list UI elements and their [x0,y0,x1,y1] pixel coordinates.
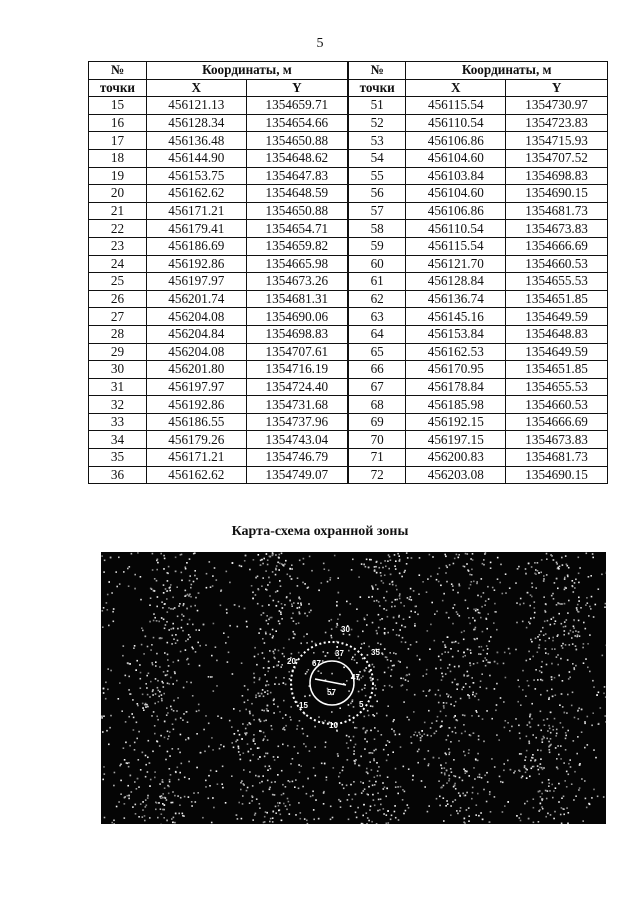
left-coord-y: 1354659.71 [246,97,348,115]
right-coord-x: 456128.84 [406,273,506,291]
right-coord-y: 1354649.59 [506,343,608,361]
inner-point-label: 37 [335,649,344,658]
right-coord-y: 1354673.83 [506,220,608,238]
left-coord-x: 456162.62 [146,466,246,484]
right-coord-x: 456104.60 [406,185,506,203]
header-coords-left: Координаты, м [146,62,348,80]
left-coord-x: 456204.84 [146,325,246,343]
left-coord-y: 1354654.71 [246,220,348,238]
header-y-left: Y [246,79,348,97]
map-svg [101,552,606,824]
right-coord-y: 1354681.73 [506,202,608,220]
right-point-number: 57 [348,202,406,220]
right-point-number: 62 [348,290,406,308]
right-coord-x: 456110.54 [406,220,506,238]
table-row [89,449,608,467]
right-point-number: 68 [348,396,406,414]
right-coord-x: 456197.15 [406,431,506,449]
right-point-number: 72 [348,466,406,484]
right-point-number: 71 [348,449,406,467]
table-header-row-2 [89,79,608,97]
left-point-number: 32 [89,396,147,414]
table-row [89,396,608,414]
right-coord-x: 456104.60 [406,149,506,167]
right-coord-x: 456115.54 [406,237,506,255]
right-coord-y: 1354651.85 [506,361,608,379]
inner-point-label: 57 [327,688,336,697]
outer-point-label: 20 [287,657,296,666]
right-coord-y: 1354660.53 [506,396,608,414]
right-point-number: 65 [348,343,406,361]
left-point-number: 17 [89,132,147,150]
left-coord-x: 456201.80 [146,361,246,379]
right-coord-y: 1354648.83 [506,325,608,343]
left-point-number: 28 [89,325,147,343]
right-point-number: 55 [348,167,406,185]
right-coord-x: 456162.53 [406,343,506,361]
left-coord-x: 456171.21 [146,449,246,467]
left-coord-y: 1354650.88 [246,202,348,220]
right-point-number: 51 [348,97,406,115]
right-coord-y: 1354681.73 [506,449,608,467]
right-coord-x: 456203.08 [406,466,506,484]
table-row [89,413,608,431]
right-point-number: 67 [348,378,406,396]
right-point-number: 61 [348,273,406,291]
right-coord-x: 456145.16 [406,308,506,326]
outer-point-label: 10 [329,721,338,730]
right-coord-y: 1354698.83 [506,167,608,185]
coordinates-table [88,61,608,484]
left-coord-x: 456153.75 [146,167,246,185]
right-point-number: 52 [348,114,406,132]
right-point-number: 63 [348,308,406,326]
table-row [89,114,608,132]
table-row [89,466,608,484]
left-coord-y: 1354749.07 [246,466,348,484]
right-point-number: 58 [348,220,406,238]
left-point-number: 15 [89,97,147,115]
inner-point-label: 67 [312,659,321,668]
header-num-top-right: № [348,62,406,80]
table-row [89,325,608,343]
page-number: 5 [316,36,324,51]
table-row [89,343,608,361]
left-point-number: 19 [89,167,147,185]
left-point-number: 29 [89,343,147,361]
left-coord-y: 1354737.96 [246,413,348,431]
left-coord-x: 456197.97 [146,273,246,291]
right-coord-x: 456136.74 [406,290,506,308]
left-point-number: 20 [89,185,147,203]
left-point-number: 27 [89,308,147,326]
right-coord-x: 456121.70 [406,255,506,273]
left-coord-y: 1354743.04 [246,431,348,449]
left-coord-x: 456128.34 [146,114,246,132]
header-num-bottom-right: точки [348,79,406,97]
right-point-number: 64 [348,325,406,343]
left-point-number: 35 [89,449,147,467]
left-coord-y: 1354716.19 [246,361,348,379]
left-point-number: 25 [89,273,147,291]
outer-point-label: 5 [359,700,364,709]
outer-point-label: 35 [371,648,380,657]
left-coord-x: 456204.08 [146,308,246,326]
left-coord-x: 456201.74 [146,290,246,308]
right-coord-y: 1354660.53 [506,255,608,273]
left-coord-y: 1354724.40 [246,378,348,396]
left-coord-x: 456171.21 [146,202,246,220]
right-point-number: 59 [348,237,406,255]
left-point-number: 22 [89,220,147,238]
right-coord-x: 456200.83 [406,449,506,467]
map-title: Карта-схема охранной зоны [231,524,409,539]
right-coord-y: 1354666.69 [506,237,608,255]
right-coord-x: 456185.98 [406,396,506,414]
right-coord-y: 1354666.69 [506,413,608,431]
table-row [89,132,608,150]
right-point-number: 53 [348,132,406,150]
right-point-number: 66 [348,361,406,379]
left-point-number: 34 [89,431,147,449]
table-row [89,255,608,273]
left-coord-x: 456121.13 [146,97,246,115]
left-coord-x: 456192.86 [146,255,246,273]
right-coord-y: 1354651.85 [506,290,608,308]
left-coord-x: 456204.08 [146,343,246,361]
right-coord-y: 1354690.15 [506,466,608,484]
left-coord-y: 1354647.83 [246,167,348,185]
left-coord-x: 456162.62 [146,185,246,203]
left-coord-x: 456179.41 [146,220,246,238]
left-coord-x: 456192.86 [146,396,246,414]
right-coord-x: 456153.84 [406,325,506,343]
right-coord-x: 456178.84 [406,378,506,396]
table-row [89,167,608,185]
right-point-number: 54 [348,149,406,167]
right-point-number: 56 [348,185,406,203]
left-point-number: 21 [89,202,147,220]
left-point-number: 33 [89,413,147,431]
table-row [89,220,608,238]
left-point-number: 36 [89,466,147,484]
header-x-right: X [406,79,506,97]
left-point-number: 31 [89,378,147,396]
left-coord-y: 1354731.68 [246,396,348,414]
left-coord-y: 1354698.83 [246,325,348,343]
table-body [89,97,608,484]
right-coord-x: 456170.95 [406,361,506,379]
left-coord-y: 1354665.98 [246,255,348,273]
header-num-top-left: № [89,62,147,80]
right-point-number: 69 [348,413,406,431]
left-coord-y: 1354681.31 [246,290,348,308]
left-coord-x: 456186.55 [146,413,246,431]
table-row [89,378,608,396]
right-coord-y: 1354673.83 [506,431,608,449]
right-coord-y: 1354649.59 [506,308,608,326]
table-row [89,290,608,308]
right-coord-y: 1354730.97 [506,97,608,115]
table-row [89,273,608,291]
header-num-bottom-left: точки [89,79,147,97]
left-coord-y: 1354690.06 [246,308,348,326]
left-coord-y: 1354673.26 [246,273,348,291]
right-coord-y: 1354655.53 [506,273,608,291]
zone-axis-line [315,679,346,685]
inner-point-label: 47 [351,673,360,682]
header-x-left: X [146,79,246,97]
right-coord-x: 456115.54 [406,97,506,115]
left-coord-x: 456136.48 [146,132,246,150]
left-coord-y: 1354707.61 [246,343,348,361]
right-coord-x: 456106.86 [406,202,506,220]
table-row [89,97,608,115]
right-point-number: 60 [348,255,406,273]
left-point-number: 30 [89,361,147,379]
right-coord-y: 1354690.15 [506,185,608,203]
table-header-row-1 [89,62,608,80]
table-row [89,361,608,379]
right-coord-x: 456103.84 [406,167,506,185]
left-coord-x: 456197.97 [146,378,246,396]
header-y-right: Y [506,79,608,97]
table-row [89,237,608,255]
right-coord-y: 1354715.93 [506,132,608,150]
outer-point-label: 15 [299,701,308,710]
left-coord-y: 1354654.66 [246,114,348,132]
table-row [89,202,608,220]
header-coords-right: Координаты, м [406,62,608,80]
left-coord-x: 456144.90 [146,149,246,167]
left-coord-y: 1354648.62 [246,149,348,167]
left-point-number: 16 [89,114,147,132]
left-coord-y: 1354650.88 [246,132,348,150]
left-point-number: 23 [89,237,147,255]
table-row [89,185,608,203]
left-coord-x: 456186.69 [146,237,246,255]
left-point-number: 26 [89,290,147,308]
left-coord-y: 1354648.59 [246,185,348,203]
outer-point-label: 30 [341,625,350,634]
left-coord-x: 456179.26 [146,431,246,449]
left-point-number: 24 [89,255,147,273]
right-coord-x: 456192.15 [406,413,506,431]
right-coord-y: 1354723.83 [506,114,608,132]
right-coord-y: 1354655.53 [506,378,608,396]
table-row [89,149,608,167]
map-image [101,552,606,824]
table-row [89,308,608,326]
left-coord-y: 1354659.82 [246,237,348,255]
left-point-number: 18 [89,149,147,167]
right-coord-x: 456110.54 [406,114,506,132]
protection-zone-marker [287,625,380,730]
right-coord-x: 456106.86 [406,132,506,150]
left-coord-y: 1354746.79 [246,449,348,467]
table-row [89,431,608,449]
right-coord-y: 1354707.52 [506,149,608,167]
right-point-number: 70 [348,431,406,449]
